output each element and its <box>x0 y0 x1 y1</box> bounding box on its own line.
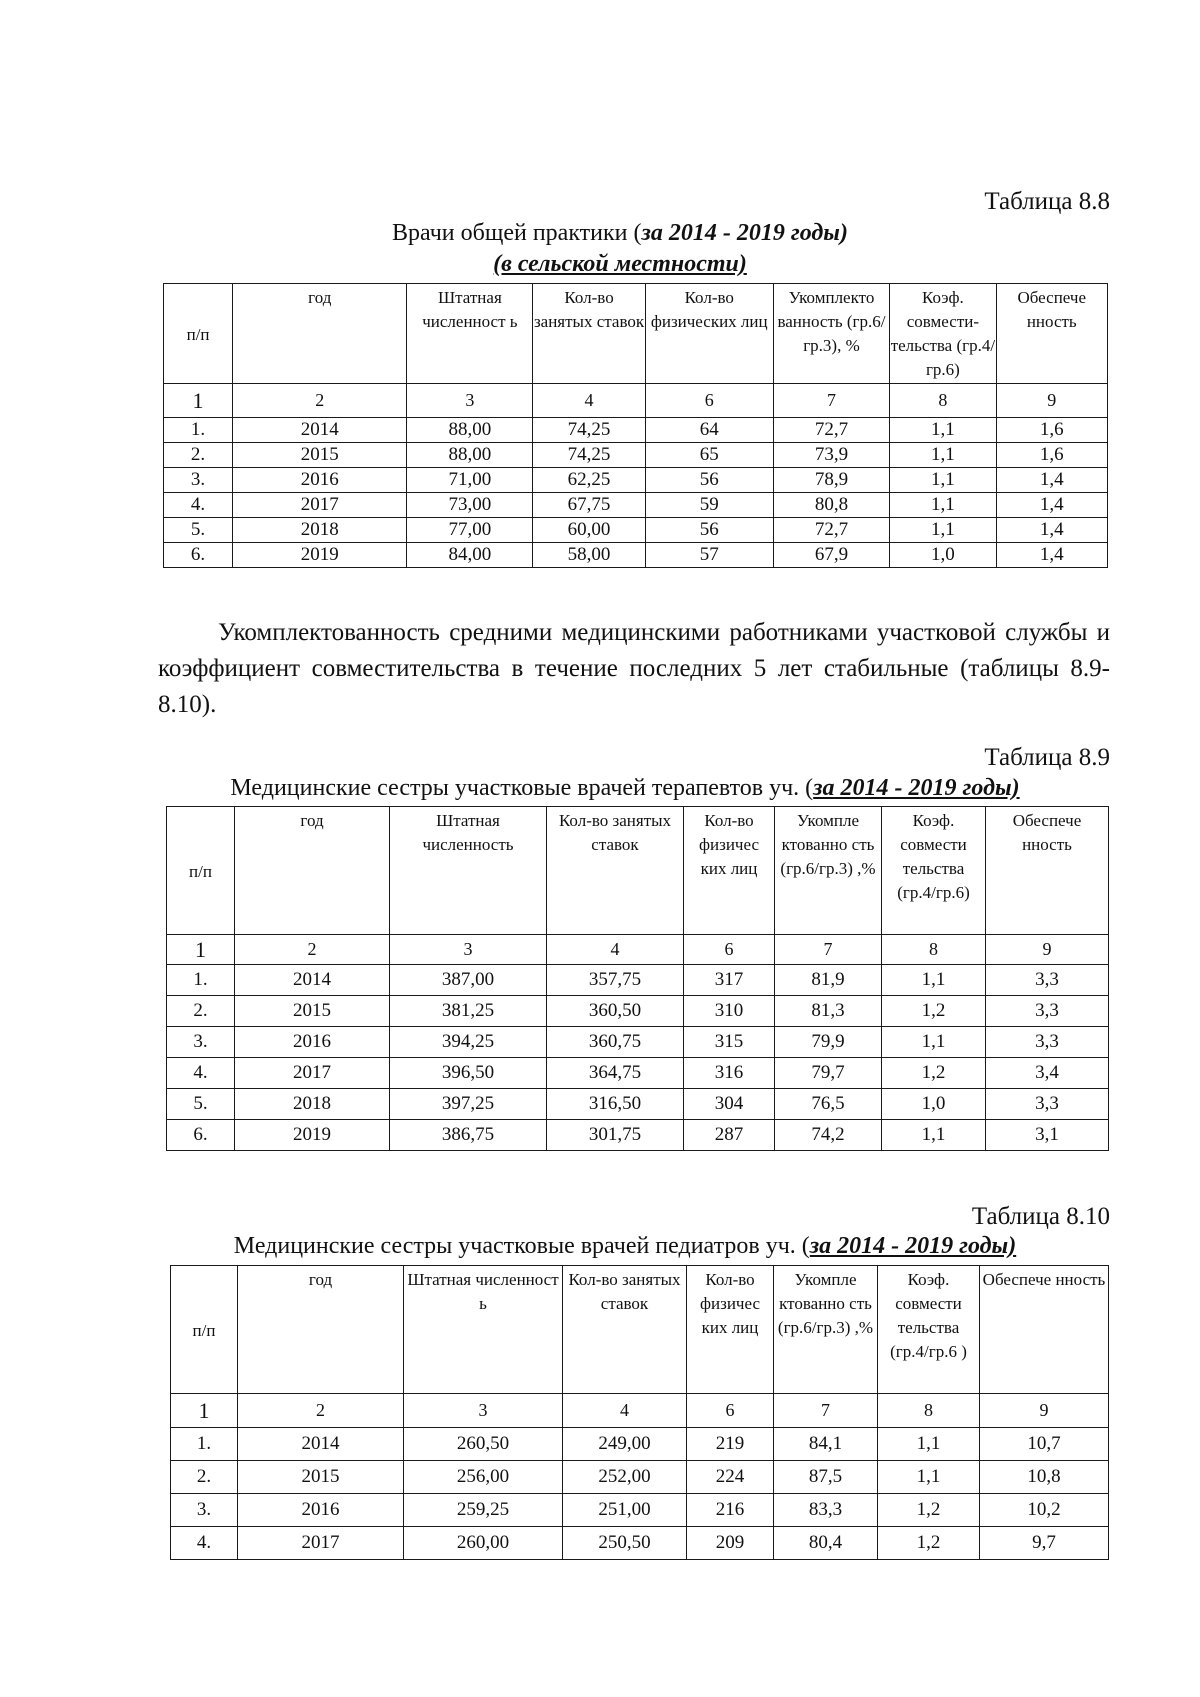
table2-title <box>160 775 1090 802</box>
table3-cell: 224 <box>687 1461 774 1494</box>
table1-header-row <box>164 284 1108 384</box>
table2-cell: 1,2 <box>882 1058 986 1089</box>
table2-cell: 3,4 <box>986 1058 1109 1089</box>
table1-cell: 6. <box>164 543 233 568</box>
table3-header-cell: Кол-во занятых ставок <box>563 1266 687 1394</box>
table1-header-cell: Кол-во занятых ставок <box>533 284 645 384</box>
table3-cell: 83,3 <box>774 1494 878 1527</box>
table3-title-plain: Медицинские сестры участковые врачей педиатров уч. ( <box>233 1233 810 1259</box>
table2-cell: 381,25 <box>390 996 547 1027</box>
table1-cell: 1,4 <box>996 493 1107 518</box>
table1-title-italic: за 2014 - 2019 годы) <box>641 220 848 246</box>
table1-cell: 2017 <box>233 493 407 518</box>
table3-column-number: 2 <box>238 1394 404 1428</box>
table1-cell: 1,6 <box>996 418 1107 443</box>
table1-cell: 65 <box>645 443 773 468</box>
table2-cell: 364,75 <box>547 1058 684 1089</box>
table2-cell: 310 <box>684 996 775 1027</box>
table1-cell: 72,7 <box>773 418 890 443</box>
table3 <box>170 1265 1109 1560</box>
table2-caption: Таблица 8.9 <box>984 744 1110 771</box>
table2-column-number: 9 <box>986 935 1109 965</box>
table1-cell: 64 <box>645 418 773 443</box>
table3-cell: 260,50 <box>404 1428 563 1461</box>
table1-column-number: 2 <box>233 384 407 418</box>
table1-cell: 80,8 <box>773 493 890 518</box>
table1-row <box>164 518 1108 543</box>
table3-header-cell: год <box>238 1266 404 1394</box>
table1-column-number: 8 <box>890 384 996 418</box>
body-paragraph: Укомплектованность средними медицинскими работниками участковой службы и коэффициент совместительства в течение последних 5 лет стабильные (таблицы 8.9-8.10). <box>158 619 1110 718</box>
table1-cell: 88,00 <box>407 418 533 443</box>
table2-cell: 2015 <box>235 996 390 1027</box>
table2-cell: 4. <box>167 1058 235 1089</box>
table2-cell: 315 <box>684 1027 775 1058</box>
table2-cell: 2. <box>167 996 235 1027</box>
table1-cell: 72,7 <box>773 518 890 543</box>
table3-number-row <box>171 1394 1109 1428</box>
table1-header-cell: Штатная численност ь <box>407 284 533 384</box>
table3-cell: 250,50 <box>563 1527 687 1560</box>
table2-cell: 2014 <box>235 965 390 996</box>
table1-cell: 1,6 <box>996 443 1107 468</box>
table2-row <box>167 996 1109 1027</box>
table3-column-number: 6 <box>687 1394 774 1428</box>
table1-cell: 78,9 <box>773 468 890 493</box>
table3-cell: 252,00 <box>563 1461 687 1494</box>
table1-cell: 2. <box>164 443 233 468</box>
table2-cell: 301,75 <box>547 1120 684 1151</box>
table1 <box>163 283 1108 568</box>
table3-cell: 9,7 <box>980 1527 1109 1560</box>
table2-cell: 304 <box>684 1089 775 1120</box>
table2-cell: 2019 <box>235 1120 390 1151</box>
table2-cell: 3,3 <box>986 1089 1109 1120</box>
table2-cell: 6. <box>167 1120 235 1151</box>
table1-cell: 84,00 <box>407 543 533 568</box>
table2-cell: 317 <box>684 965 775 996</box>
table2-header-row <box>167 807 1109 935</box>
table1-cell: 1,4 <box>996 518 1107 543</box>
table3-column-number: 3 <box>404 1394 563 1428</box>
table3-column-number: 1 <box>171 1394 238 1428</box>
table3-row <box>171 1461 1109 1494</box>
table1-cell: 1,1 <box>890 518 996 543</box>
table2-header-cell: год <box>235 807 390 935</box>
table1-cell: 67,9 <box>773 543 890 568</box>
table1-row <box>164 543 1108 568</box>
table3-cell: 251,00 <box>563 1494 687 1527</box>
table3-cell: 2017 <box>238 1527 404 1560</box>
table2-cell: 1,1 <box>882 1027 986 1058</box>
table3-column-number: 4 <box>563 1394 687 1428</box>
table2-column-number: 2 <box>235 935 390 965</box>
table3-header-cell: Штатная численност ь <box>404 1266 563 1394</box>
table1-row <box>164 443 1108 468</box>
table2-cell: 81,9 <box>775 965 882 996</box>
table2-cell: 394,25 <box>390 1027 547 1058</box>
table1-cell: 67,75 <box>533 493 645 518</box>
table2-cell: 74,2 <box>775 1120 882 1151</box>
table2-cell: 1,2 <box>882 996 986 1027</box>
table2-header-cell: Укомпле ктованно сть (гр.6/гр.3) ,% <box>775 807 882 935</box>
table2-cell: 79,7 <box>775 1058 882 1089</box>
table1-cell: 71,00 <box>407 468 533 493</box>
table3-header-cell: п/п <box>171 1266 238 1394</box>
table2-cell: 396,50 <box>390 1058 547 1089</box>
table1-cell: 2015 <box>233 443 407 468</box>
table3-cell: 1,2 <box>878 1527 980 1560</box>
table1-cell: 3. <box>164 468 233 493</box>
table1-header-cell: год <box>233 284 407 384</box>
table1-column-number: 7 <box>773 384 890 418</box>
table1-column-number: 9 <box>996 384 1107 418</box>
table1-cell: 2018 <box>233 518 407 543</box>
table3-cell: 80,4 <box>774 1527 878 1560</box>
table1-header-cell: Кол-во физических лиц <box>645 284 773 384</box>
table1-cell: 57 <box>645 543 773 568</box>
table2-title-plain: Медицинские сестры участковые врачей терапевтов уч. ( <box>230 775 814 801</box>
table3-cell: 259,25 <box>404 1494 563 1527</box>
table2-header-cell: п/п <box>167 807 235 935</box>
table3-cell: 2014 <box>238 1428 404 1461</box>
table3-cell: 1,1 <box>878 1428 980 1461</box>
table3-cell: 209 <box>687 1527 774 1560</box>
table1-cell: 73,00 <box>407 493 533 518</box>
table1-cell: 59 <box>645 493 773 518</box>
table1-header-cell: п/п <box>164 284 233 384</box>
table2-cell: 316,50 <box>547 1089 684 1120</box>
table1-cell: 1,1 <box>890 468 996 493</box>
table2-column-number: 1 <box>167 935 235 965</box>
table1-subtitle-wrap <box>160 251 1080 278</box>
table2-cell: 3. <box>167 1027 235 1058</box>
table2-cell: 3,3 <box>986 965 1109 996</box>
table1-header-cell: Коэф. совмести- тельства (гр.4/гр.6) <box>890 284 996 384</box>
table1-title-plain: Врачи общей практики ( <box>392 220 642 246</box>
table1-cell: 1. <box>164 418 233 443</box>
table2-cell: 5. <box>167 1089 235 1120</box>
table1-column-number: 4 <box>533 384 645 418</box>
table2-cell: 287 <box>684 1120 775 1151</box>
table1-cell: 2019 <box>233 543 407 568</box>
table3-cell: 216 <box>687 1494 774 1527</box>
table3-column-number: 9 <box>980 1394 1109 1428</box>
table3-cell: 10,2 <box>980 1494 1109 1527</box>
table2 <box>166 806 1109 1151</box>
table2-cell: 1,1 <box>882 965 986 996</box>
table2-header-cell: Кол-во занятых ставок <box>547 807 684 935</box>
table3-cell: 256,00 <box>404 1461 563 1494</box>
table2-cell: 1,0 <box>882 1089 986 1120</box>
table1-header-cell: Укомплекто ванность (гр.6/гр.3), % <box>773 284 890 384</box>
table2-number-row <box>167 935 1109 965</box>
table2-row <box>167 1027 1109 1058</box>
table3-header-cell: Коэф. совмести тельства (гр.4/гр.6 ) <box>878 1266 980 1394</box>
table3-cell: 2016 <box>238 1494 404 1527</box>
table3-cell: 4. <box>171 1527 238 1560</box>
table2-row <box>167 965 1109 996</box>
table3-cell: 3. <box>171 1494 238 1527</box>
table3-cell: 219 <box>687 1428 774 1461</box>
table1-cell: 62,25 <box>533 468 645 493</box>
table3-header-row <box>171 1266 1109 1394</box>
table1-cell: 1,4 <box>996 468 1107 493</box>
table1-number-row <box>164 384 1108 418</box>
table1-cell: 1,4 <box>996 543 1107 568</box>
table1-title <box>160 220 1080 247</box>
table2-header-cell: Штатная численность <box>390 807 547 935</box>
table1-cell: 74,25 <box>533 418 645 443</box>
table2-column-number: 7 <box>775 935 882 965</box>
table3-row <box>171 1527 1109 1560</box>
table2-cell: 3,1 <box>986 1120 1109 1151</box>
table2-cell: 357,75 <box>547 965 684 996</box>
table3-title <box>160 1233 1090 1260</box>
table2-column-number: 6 <box>684 935 775 965</box>
table3-row <box>171 1428 1109 1461</box>
table1-cell: 56 <box>645 468 773 493</box>
table2-cell: 397,25 <box>390 1089 547 1120</box>
table1-column-number: 6 <box>645 384 773 418</box>
table1-cell: 2016 <box>233 468 407 493</box>
table2-row <box>167 1120 1109 1151</box>
table1-cell: 1,0 <box>890 543 996 568</box>
table3-cell: 10,7 <box>980 1428 1109 1461</box>
table1-column-number: 1 <box>164 384 233 418</box>
table3-column-number: 8 <box>878 1394 980 1428</box>
table2-header-cell: Коэф. совмести тельства (гр.4/гр.6) <box>882 807 986 935</box>
table3-column-number: 7 <box>774 1394 878 1428</box>
table1-cell: 1,1 <box>890 418 996 443</box>
table2-header-cell: Обеспече нность <box>986 807 1109 935</box>
table3-cell: 260,00 <box>404 1527 563 1560</box>
table3-row <box>171 1494 1109 1527</box>
table3-cell: 1,1 <box>878 1461 980 1494</box>
table2-cell: 2018 <box>235 1089 390 1120</box>
table3-cell: 87,5 <box>774 1461 878 1494</box>
table2-cell: 1,1 <box>882 1120 986 1151</box>
table1-header-cell: Обеспече нность <box>996 284 1107 384</box>
table2-cell: 76,5 <box>775 1089 882 1120</box>
table1-caption: Таблица 8.8 <box>984 188 1110 215</box>
table1-cell: 4. <box>164 493 233 518</box>
table1-cell: 5. <box>164 518 233 543</box>
table1-cell: 2014 <box>233 418 407 443</box>
table1-row <box>164 493 1108 518</box>
table3-header-cell: Кол-во физичес ких лиц <box>687 1266 774 1394</box>
table2-cell: 3,3 <box>986 1027 1109 1058</box>
table2-column-number: 3 <box>390 935 547 965</box>
table3-header-cell: Обеспече нность <box>980 1266 1109 1394</box>
table3-header-cell: Укомпле ктованно сть (гр.6/гр.3) ,% <box>774 1266 878 1394</box>
table3-cell: 1,2 <box>878 1494 980 1527</box>
table2-column-number: 8 <box>882 935 986 965</box>
table1-row <box>164 468 1108 493</box>
table1-cell: 88,00 <box>407 443 533 468</box>
table2-row <box>167 1058 1109 1089</box>
table3-cell: 84,1 <box>774 1428 878 1461</box>
table1-cell: 73,9 <box>773 443 890 468</box>
table1-cell: 60,00 <box>533 518 645 543</box>
table3-cell: 1. <box>171 1428 238 1461</box>
table2-cell: 1. <box>167 965 235 996</box>
table2-cell: 79,9 <box>775 1027 882 1058</box>
table1-cell: 74,25 <box>533 443 645 468</box>
table3-title-italic: за 2014 - 2019 годы) <box>809 1233 1017 1259</box>
table1-subtitle: (в сельской местности) <box>493 251 747 277</box>
table1-cell: 1,1 <box>890 443 996 468</box>
table1-cell: 1,1 <box>890 493 996 518</box>
table2-cell: 81,3 <box>775 996 882 1027</box>
table3-cell: 249,00 <box>563 1428 687 1461</box>
table2-row <box>167 1089 1109 1120</box>
table2-header-cell: Кол-во физичес ких лиц <box>684 807 775 935</box>
table3-caption: Таблица 8.10 <box>971 1203 1110 1230</box>
table3-cell: 10,8 <box>980 1461 1109 1494</box>
table2-cell: 387,00 <box>390 965 547 996</box>
table1-cell: 56 <box>645 518 773 543</box>
table2-cell: 386,75 <box>390 1120 547 1151</box>
table3-cell: 2. <box>171 1461 238 1494</box>
table2-cell: 360,50 <box>547 996 684 1027</box>
table2-cell: 316 <box>684 1058 775 1089</box>
table3-cell: 2015 <box>238 1461 404 1494</box>
table2-cell: 2016 <box>235 1027 390 1058</box>
table2-cell: 2017 <box>235 1058 390 1089</box>
table1-row <box>164 418 1108 443</box>
table2-cell: 3,3 <box>986 996 1109 1027</box>
table2-cell: 360,75 <box>547 1027 684 1058</box>
table2-title-italic: за 2014 - 2019 годы) <box>813 775 1020 801</box>
table1-column-number: 3 <box>407 384 533 418</box>
table1-cell: 58,00 <box>533 543 645 568</box>
table1-cell: 77,00 <box>407 518 533 543</box>
table2-column-number: 4 <box>547 935 684 965</box>
